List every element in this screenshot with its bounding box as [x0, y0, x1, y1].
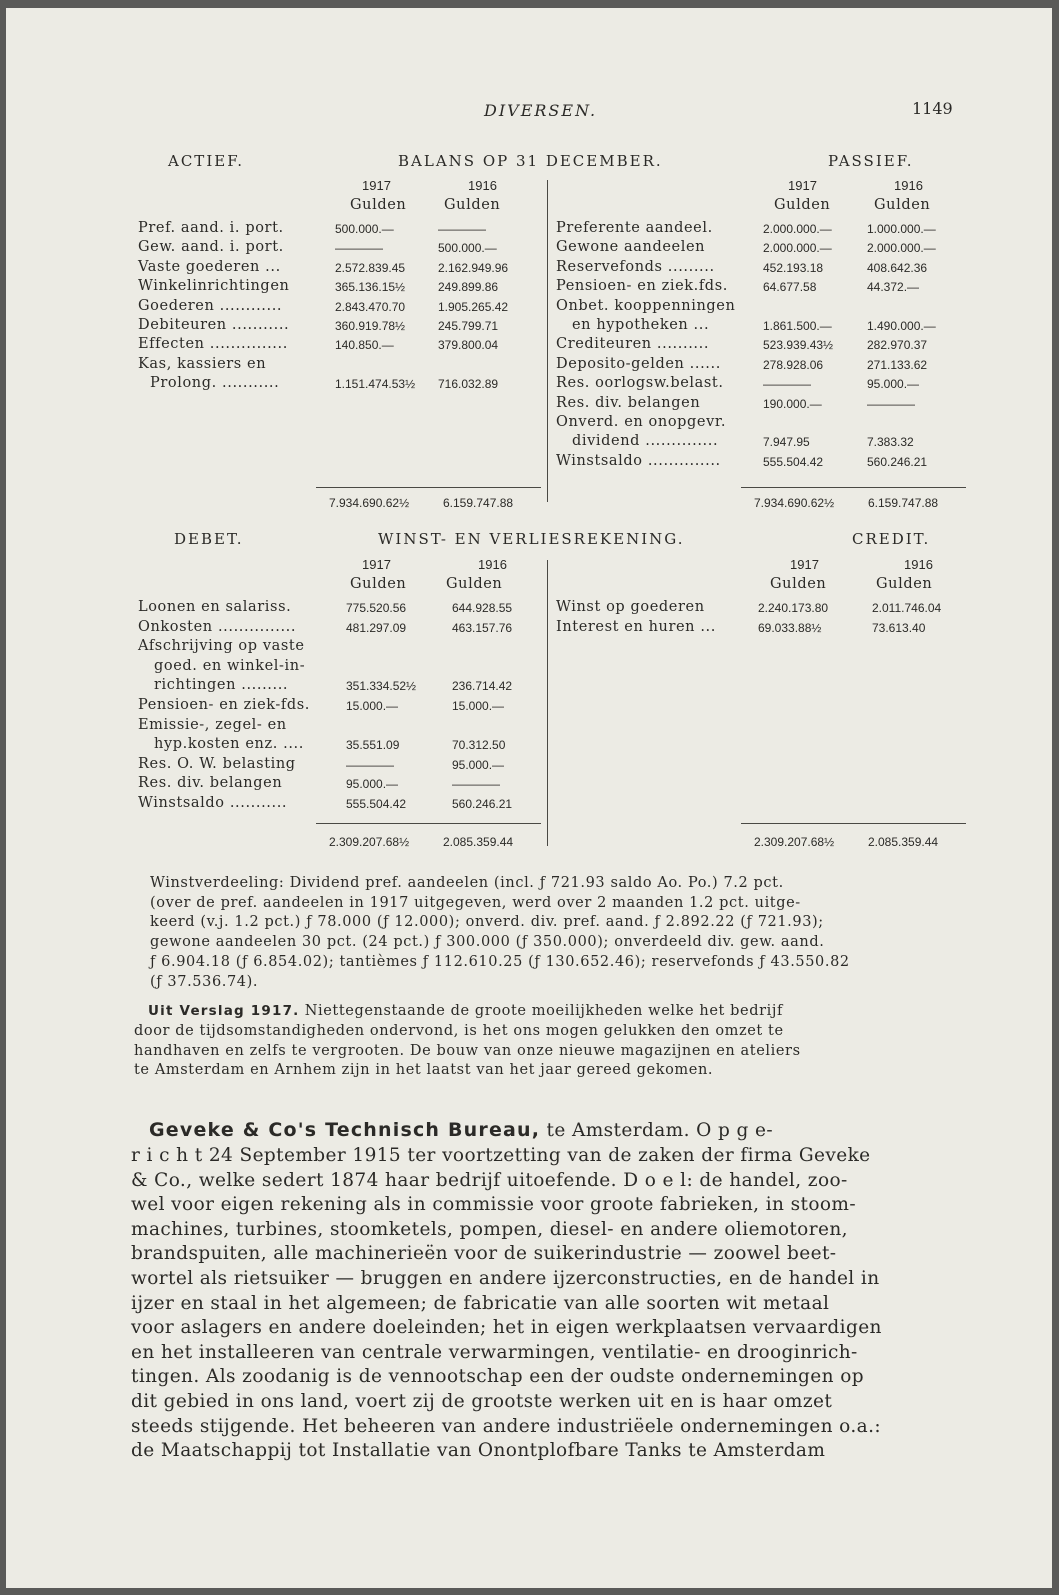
row-value-1916: 249.899.86 [438, 280, 499, 295]
page-number: 1149 [912, 99, 953, 118]
row-value-1917: 1.151.474.53½ [335, 377, 416, 392]
row-label: Onbet. kooppenningen [556, 297, 736, 314]
winst-left-total-1917: 2.309.207.68½ [329, 835, 410, 849]
row-value-1917: 555.504.42 [763, 454, 824, 469]
row-value-1917: 278.928.06 [763, 357, 824, 372]
text-line: te Amsterdam en Arnhem zijn in het laatst van het jaar gereed gekomen. [134, 1062, 714, 1079]
row-value-1917: 95.000.— [346, 777, 399, 792]
winst-left-label: DEBET. [174, 530, 244, 548]
row-label: Res. O. W. belasting [138, 755, 296, 772]
row-label: Res. div. belangen [138, 775, 283, 792]
row-value-1916: ———— [867, 396, 915, 411]
balans-left-label: ACTIEF. [168, 152, 245, 170]
text-line: brandspuiten, alle machinerieën voor de suikerindustrie — zoowel beet- [131, 1243, 837, 1265]
row-label: Onverd. en onopgevr. [556, 414, 727, 430]
row-label: Goederen ............ [138, 297, 283, 314]
row-label: Vaste goederen ... [138, 258, 281, 275]
balans-right-year-1917: 1917 [788, 178, 817, 193]
row-label: Res. div. belangen [556, 394, 701, 411]
winst-left-year-1917: 1917 [362, 557, 391, 572]
balans-left-year-1916: 1916 [468, 178, 497, 193]
balans-left-unit-1917: Gulden [350, 197, 407, 213]
row-value-1916: 1.000.000.— [867, 222, 936, 236]
geveke-first-line [149, 1119, 773, 1141]
row-value-1916: ———— [452, 777, 500, 792]
balans-divider [547, 180, 548, 502]
row-label: Deposito-gelden ...... [556, 355, 721, 372]
row-value-1917: ———— [335, 241, 383, 256]
winst-right-unit-1917: Gulden [770, 576, 827, 592]
row-label: richtingen ......... [154, 677, 289, 694]
row-value-1916: 236.714.42 [452, 679, 513, 694]
row-label: Gew. aand. i. port. [138, 239, 284, 256]
row-value-1916: 15.000.— [452, 699, 505, 713]
winst-right-unit-1916: Gulden [876, 576, 933, 592]
winst-left-year-1916: 1916 [478, 557, 507, 572]
text-line: wel voor eigen rekening als in commissie voor groote fabrieken, in stoom- [131, 1194, 857, 1216]
balans-right-unit-1917: Gulden [774, 197, 831, 213]
text-line: voor aslagers en andere doeleinden; het in eigen werkplaatsen vervaardigen [131, 1317, 882, 1339]
company-name: Geveke & Co's Technisch Bureau, [149, 1119, 541, 1141]
text-line: dit gebied in ons land, voert zij de grootste werken uit en is haar omzet [131, 1391, 833, 1412]
row-value-1916: 379.800.04 [438, 338, 499, 353]
row-label: Crediteuren .......... [556, 336, 710, 353]
row-value-1916: 271.133.62 [867, 357, 928, 372]
row-value-1917: 775.520.56 [346, 601, 407, 615]
text-line: handhaven en zelfs te vergrooten. De bouw van onze nieuwe magazijnen en ateliers [134, 1042, 801, 1059]
row-value-1916: 70.312.50 [452, 738, 506, 753]
balans-right-year-1916: 1916 [894, 178, 923, 193]
winst-right-year-1916: 1916 [904, 557, 933, 572]
row-value-1917: 15.000.— [346, 699, 399, 713]
row-value-1916: 95.000.— [867, 377, 920, 392]
row-label: Pensioen- en ziek-fds. [138, 697, 310, 713]
row-label: Reservefonds ......... [556, 258, 715, 275]
balans-right-unit-1916: Gulden [874, 197, 931, 213]
text-line: (ƒ 37.536.74). [150, 973, 259, 990]
document-page [6, 8, 1052, 1588]
verslag-heading: Uit Verslag 1917. [148, 1003, 300, 1019]
row-value-1917: 481.297.09 [346, 620, 407, 635]
row-value-1917: 64.677.58 [763, 280, 817, 295]
winst-right-total-1917: 2.309.207.68½ [754, 835, 835, 849]
row-value-1917: 452.193.18 [763, 260, 824, 275]
text-line: machines, turbines, stoomketels, pompen, diesel- en andere oliemotoren, [131, 1218, 848, 1240]
running-title: DIVERSEN. [484, 101, 598, 120]
row-value-1917: 140.850.— [335, 338, 394, 353]
text-line: ƒ 6.904.18 (ƒ 6.854.02); tantièmes ƒ 112.610.25 (ƒ 130.652.46); reservefonds ƒ 43.550.82 [150, 953, 850, 970]
row-value-1916: 560.246.21 [867, 454, 928, 469]
row-value-1916: 1.905.265.42 [438, 299, 509, 314]
text-line: keerd (v.j. 1.2 pct.) ƒ 78.000 (ƒ 12.000); onverd. div. pref. aand. ƒ 2.892.22 (ƒ 721.93); [150, 914, 824, 931]
row-label: Preferente aandeel. [556, 220, 713, 236]
row-value-1916: 44.372.— [867, 280, 920, 295]
row-label: Pref. aand. i. port. [138, 220, 284, 236]
row-value-1917: 500.000.— [335, 222, 394, 236]
row-label: Winkelinrichtingen [138, 278, 290, 295]
row-value-1916: 560.246.21 [452, 797, 513, 811]
verslag-line-1 [148, 1003, 783, 1019]
row-label: Onkosten ............... [138, 618, 297, 635]
row-value-1916: 2.011.746.04 [872, 601, 942, 615]
row-value-1917: 360.919.78½ [335, 319, 406, 333]
text-line: gewone aandeelen 30 pct. (24 pct.) ƒ 300.000 (ƒ 350.000); onverdeeld div. gew. aand. [150, 934, 825, 951]
row-label: Winstsaldo ........... [138, 795, 288, 811]
balans-right-total-1916: 6.159.747.88 [868, 496, 939, 510]
row-label: Prolong. ........... [150, 375, 280, 392]
row-value-1916: 95.000.— [452, 757, 505, 772]
row-value-1917: 2.843.470.70 [335, 299, 406, 314]
balans-left-total-1916: 6.159.747.88 [443, 496, 514, 510]
winst-right-label: CREDIT. [852, 530, 931, 548]
balans-right-label: PASSIEF. [828, 152, 914, 170]
text-line: door de tijdsomstandigheden ondervond, is het ons mogen gelukken den omzet te [134, 1023, 784, 1039]
text-line: en het installeeren van centrale verwarmingen, ventilatie- en drooginrich- [131, 1341, 858, 1363]
winst-right-total-1916: 2.085.359.44 [868, 835, 939, 849]
row-value-1917: 365.136.15½ [335, 280, 406, 295]
row-value-1917: 35.551.09 [346, 738, 400, 753]
winst-right-year-1917: 1917 [790, 557, 819, 572]
row-label: Winst op goederen [556, 599, 705, 615]
balans-left-unit-1916: Gulden [444, 197, 501, 213]
row-value-1917: 7.947.95 [763, 435, 810, 450]
row-value-1917: ———— [763, 377, 811, 392]
row-label: Afschrijving op vaste [138, 638, 305, 655]
row-value-1917: 351.334.52½ [346, 679, 417, 694]
row-value-1916: 282.970.37 [867, 338, 928, 353]
row-value-1916: 2.162.949.96 [438, 260, 509, 275]
row-value-1917: 523.939.43½ [763, 338, 834, 353]
balans-title: BALANS OP 31 DECEMBER. [398, 152, 663, 170]
row-value-1916: 408.642.36 [867, 260, 928, 275]
balans-left-total-1917: 7.934.690.62½ [329, 496, 410, 510]
row-label: Kas, kassiers en [138, 355, 267, 372]
row-value-1917: 190.000.— [763, 396, 822, 411]
row-value-1916: ———— [438, 222, 486, 236]
winst-left-unit-1916: Gulden [446, 576, 503, 592]
row-value-1917: 2.572.839.45 [335, 260, 406, 275]
row-label: Interest en huren ... [556, 618, 716, 635]
verslag-first-line: Niettegenstaande de groote moeilijkheden welke het bedrijf [299, 1003, 783, 1019]
row-label: dividend .............. [572, 433, 719, 450]
winst-title: WINST- EN VERLIESREKENING. [378, 530, 685, 548]
text-line: wortel als rietsuiker — bruggen en andere ijzerconstructies, en de handel in [131, 1268, 880, 1289]
balans-right-total-1917: 7.934.690.62½ [754, 496, 835, 510]
balans-left-year-1917: 1917 [362, 178, 391, 193]
row-value-1917: 2.000.000.— [763, 222, 832, 236]
row-value-1916: 1.490.000.— [867, 319, 936, 333]
text-line: & Co., welke sedert 1874 haar bedrijf uitoefende. D o e l: de handel, zoo- [131, 1169, 848, 1191]
row-value-1916: 245.799.71 [438, 319, 499, 333]
balans-left-total-rule [316, 487, 541, 488]
winst-left-unit-1917: Gulden [350, 576, 407, 592]
row-value-1916: 716.032.89 [438, 377, 499, 392]
text-line: Winstverdeeling: Dividend pref. aandeelen (incl. ƒ 721.93 saldo Ao. Po.) 7.2 pct. [150, 875, 784, 891]
row-label: goed. en winkel-in- [154, 657, 306, 674]
row-value-1916: 463.157.76 [452, 620, 513, 635]
text-line: ijzer en staal in het algemeen; de fabricatie van alle soorten wit metaal [131, 1292, 830, 1314]
winst-right-total-rule [741, 823, 966, 824]
row-value-1916: 7.383.32 [867, 435, 914, 450]
row-value-1917: ———— [346, 757, 394, 772]
text-line: steeds stijgende. Het beheeren van andere industriëele ondernemingen o.a.: [131, 1415, 882, 1437]
row-label: Winstsaldo .............. [556, 452, 721, 469]
winst-left-total-1916: 2.085.359.44 [443, 835, 514, 849]
text-line: (over de pref. aandeelen in 1917 uitgegeven, werd over 2 maanden 1.2 pct. uitge- [150, 894, 801, 911]
row-label: Pensioen- en ziek.fds. [556, 278, 728, 295]
row-label: Effecten ............... [138, 336, 288, 353]
row-value-1917: 1.861.500.— [763, 319, 832, 333]
row-label: hyp.kosten enz. .... [154, 736, 304, 753]
row-value-1916: 644.928.55 [452, 601, 513, 615]
row-label: Res. oorlogsw.belast. [556, 375, 724, 392]
text-line: tingen. Als zoodanig is de vennootschap een der oudste ondernemingen op [131, 1366, 865, 1388]
row-value-1917: 69.033.88½ [758, 620, 822, 635]
row-label: Loonen en salariss. [138, 599, 292, 615]
row-value-1917: 2.240.173.80 [758, 601, 829, 615]
text-line: de Maatschappij tot Installatie van Onontplofbare Tanks te Amsterdam [131, 1440, 826, 1462]
row-label: Gewone aandeelen [556, 239, 706, 256]
row-label: Emissie-, zegel- en [138, 716, 287, 733]
winst-left-total-rule [316, 823, 541, 824]
row-value-1916: 2.000.000.— [867, 241, 936, 256]
text-line: r i c h t 24 September 1915 ter voortzetting van de zaken der firma Geveke [131, 1145, 871, 1166]
winst-divider [547, 560, 548, 846]
row-value-1917: 2.000.000.— [763, 241, 832, 256]
row-label: en hypotheken ... [572, 317, 710, 333]
row-label: Debiteuren ........... [138, 317, 290, 333]
company-first-line-rest: te Amsterdam. O p g e- [540, 1120, 774, 1141]
row-value-1917: 555.504.42 [346, 797, 407, 811]
row-value-1916: 500.000.— [438, 241, 497, 256]
row-value-1916: 73.613.40 [872, 620, 926, 635]
balans-right-total-rule [741, 487, 966, 488]
